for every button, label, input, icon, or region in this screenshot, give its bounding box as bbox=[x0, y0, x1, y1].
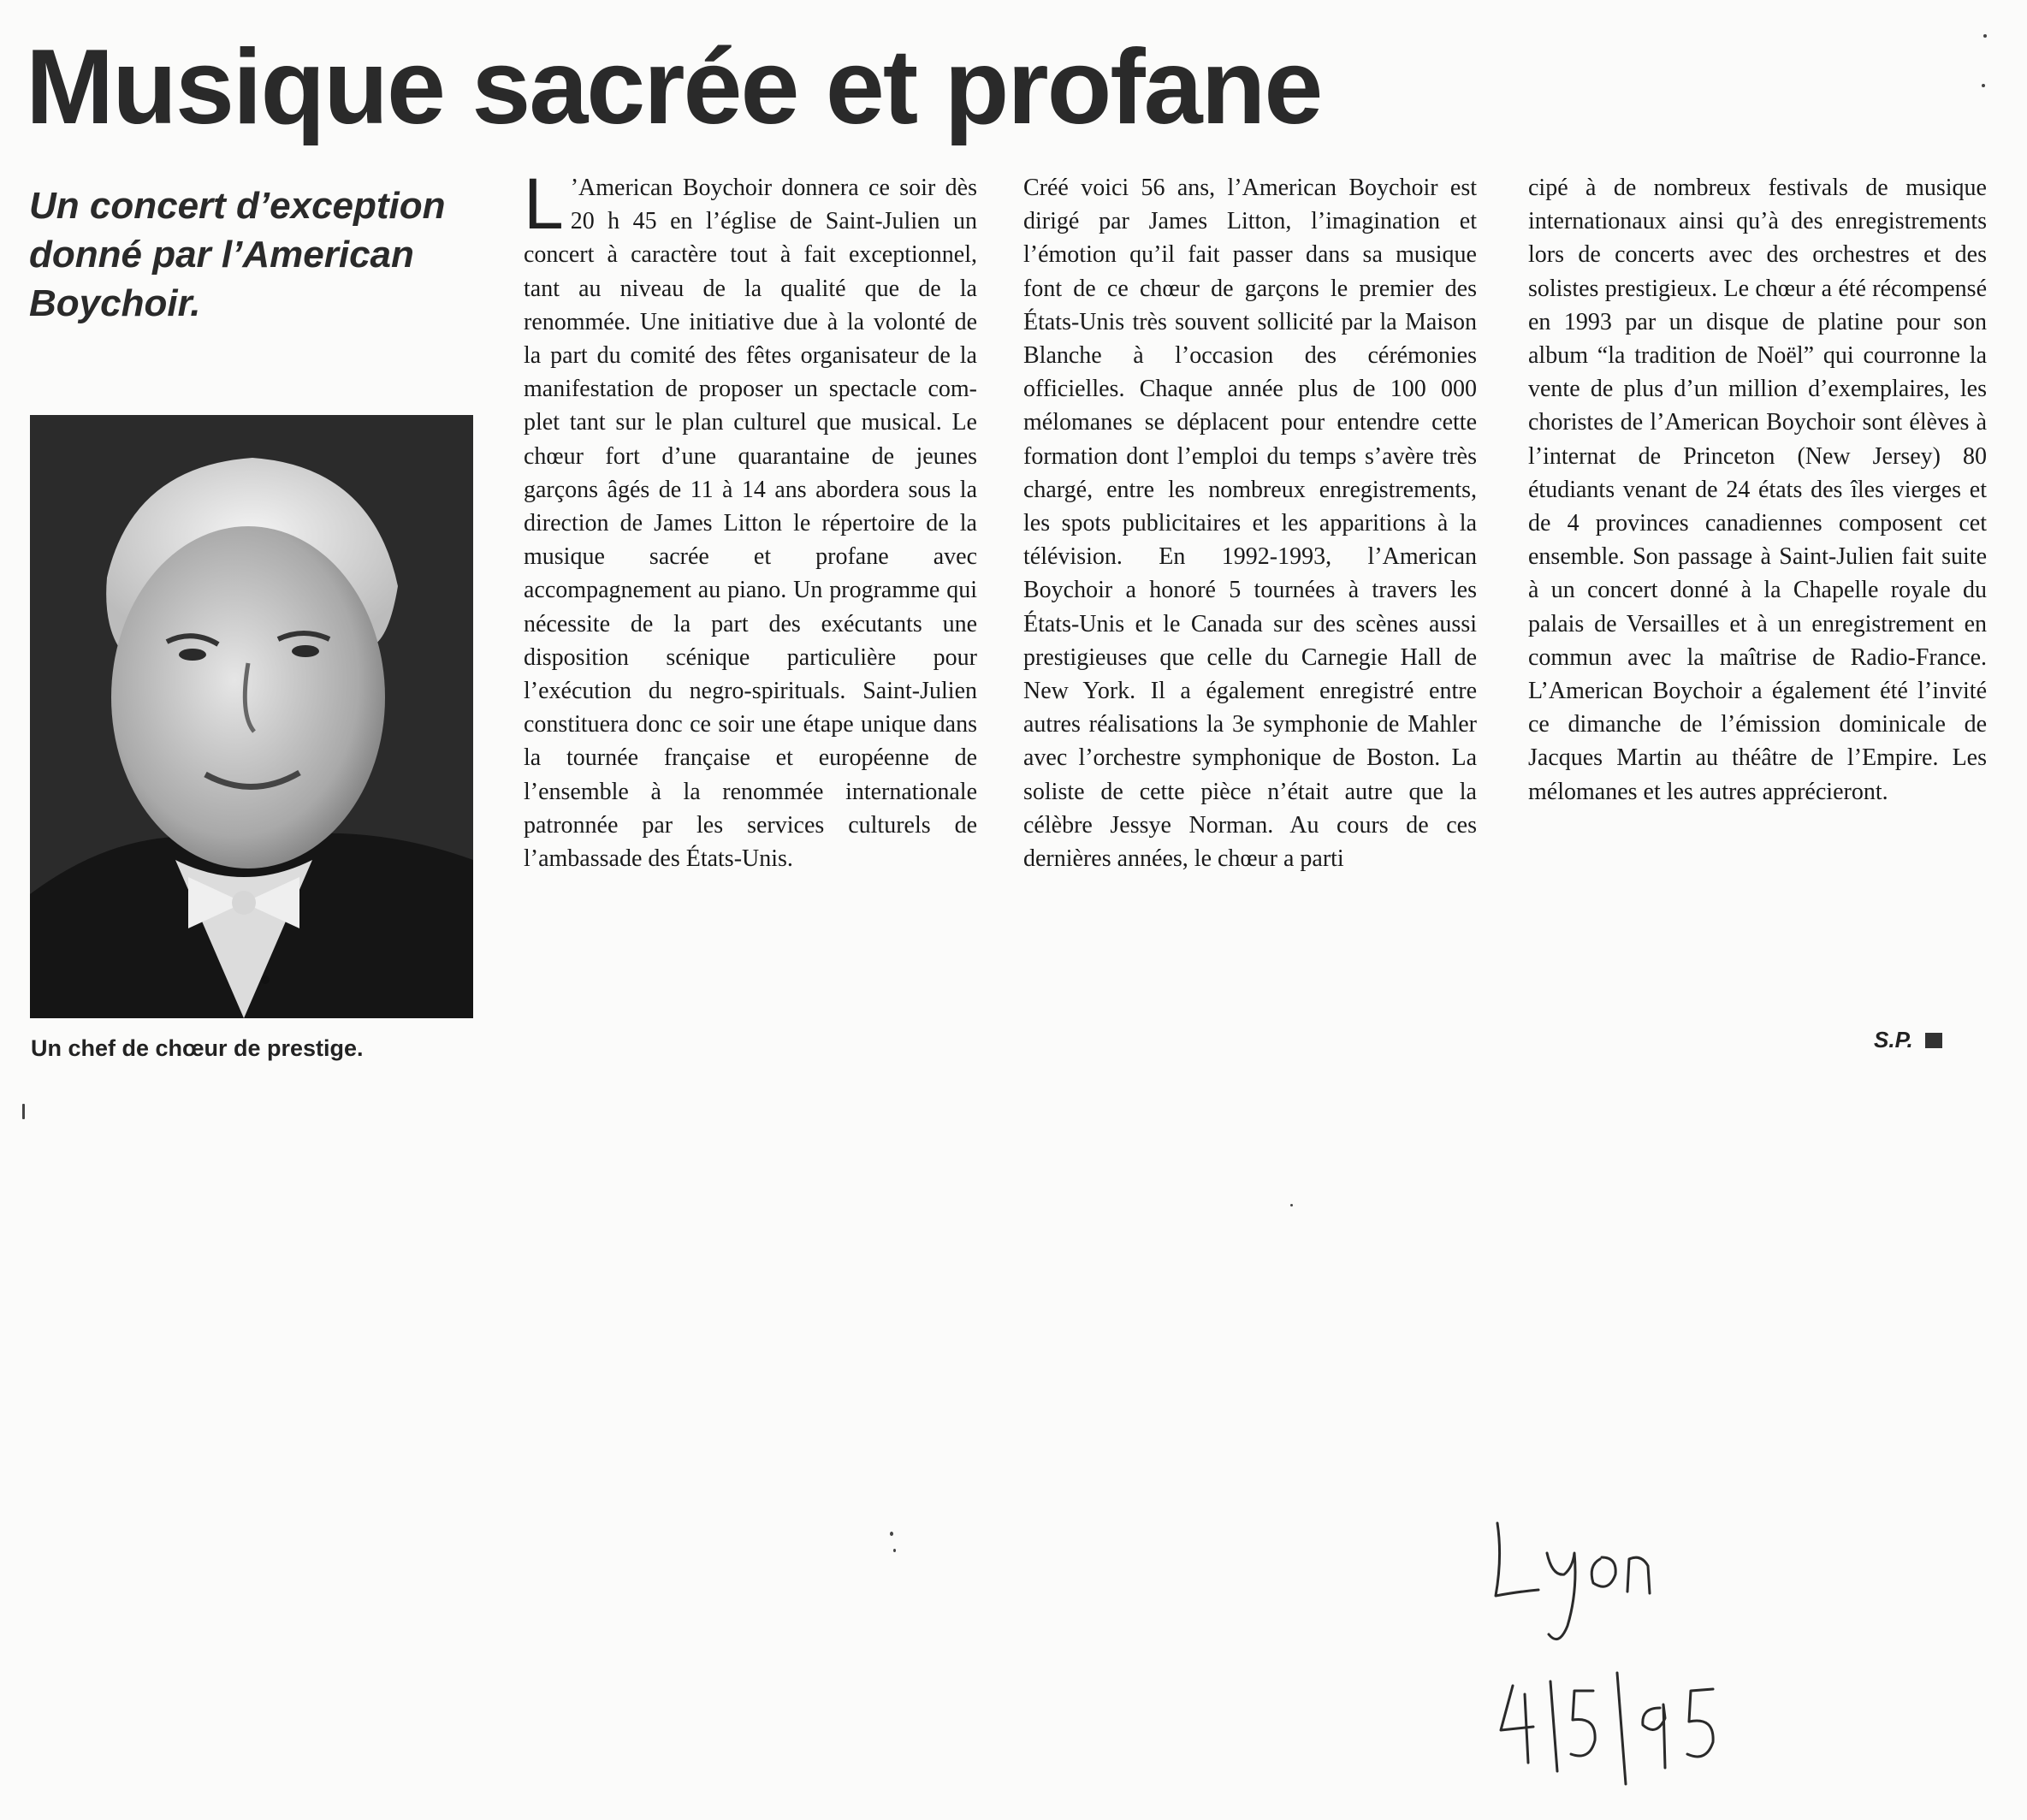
article-column-1 bbox=[524, 163, 977, 875]
scan-speck bbox=[890, 1532, 893, 1536]
column-2-text: Créé voici 56 ans, l’American Boychoir est dirigé par James Litton, l’imagination et l’émotion qu’il fait passer dans sa musique font de ce chœur de garçons le premier des États-Unis très souvent sollicité par la Maison Blanche à l’occasion des cérémonies officielles. Chaque année plus de 100 000 mélomanes se déplacent pour entendre cette formation dont l’emploi du temps s’avère très chargé, entre les nombreux enregistrements, les spots publicitaires et les apparitions à la télévision. En 1992-1993, l’American Boychoir a honoré 5 tournées à travers les États-Unis et le Canada sur des scènes aussi prestigieuses que celle du Carnegie Hall de New York. Il a également enregistré entre autres réalisations la 3e symphonie de Mahler avec l’orchestre symphonique de Boston. La soliste de cette pièce n’était autre que la célèbre Jessye Norman. Au cours de ces dernières années, le chœur a parti bbox=[1023, 175, 1477, 873]
scan-speck bbox=[1983, 34, 1987, 38]
handwritten-annotation bbox=[1489, 1506, 1771, 1788]
article-column-3 bbox=[1528, 171, 1987, 809]
article-column-2 bbox=[1023, 171, 1477, 875]
scan-speck bbox=[22, 1104, 25, 1119]
scan-speck bbox=[1290, 1204, 1293, 1206]
subheadline: Un concert d’exception donné par l’American Boychoir. bbox=[29, 185, 446, 324]
handwritten-place bbox=[1496, 1523, 1650, 1639]
column-1-text: ’American Boychoir donnera ce soir dès 20 h 45 en l’église de Saint-Julien un concert à caractère tout à fait exceptionnel, tant au niveau de la qualité que de la renommée. Une initiative due à la volonté de la part du comité des fêtes organisateur de la manifestation de proposer un spectacle complet tant sur le plan culturel que musical. Le chœur fort d’une quarantaine de jeunes garçons âgés de 11 à 14 ans abordera sous la direction de James Litton le répertoire de la musique sacrée et profane avec accompagnement au piano. Un programme qui nécessite de la part des exécutants une disposition scénique particulière pour l’exécution du negro-spirituals. Saint-Julien constituera donc ce soir une étape unique dans la tournée française et européenne de l’ensemble à la renommée internationale patronnée par les services culturels de l’ambassade des États-Unis. bbox=[524, 175, 977, 873]
column-3-text: cipé à de nombreux festivals de musique internationaux ainsi qu’à des enregistrements lors de concerts avec des orchestres et des solistes prestigieux. Le chœur a été récompensé en 1993 par un disque de platine pour son album “la tradition de Noël” qui courronne la vente de plus d’un million d’exemplaires, les choristes de l’American Boychoir sont élèves à l’internat de Princeton (New Jersey) 80 étudiants venant de 24 états des îles vierges et de 4 provinces canadiennes composent cet ensemble. Son passage à Saint-Julien fait suite à un concert donné à la Chapelle royale du palais de Versailles et à un enregistrement en commun avec la maîtrise de Radio-France. L’American Boychoir a également été l’invité ce dimanche de l’émission dominicale de Jacques Martin au théâtre de l’Empire. Les mélomanes et les autres apprécieront. bbox=[1528, 175, 1987, 805]
drop-cap: L bbox=[524, 163, 564, 244]
author-initials: S.P. bbox=[1874, 1027, 1913, 1052]
author-signature bbox=[1874, 1027, 1942, 1053]
scan-speck bbox=[893, 1549, 896, 1552]
headline: Musique sacrée et profane bbox=[26, 28, 1322, 146]
portrait-photo bbox=[30, 415, 473, 1018]
scan-speck bbox=[1982, 84, 1985, 87]
handwritten-date bbox=[1501, 1673, 1713, 1784]
photo-caption: Un chef de chœur de prestige. bbox=[31, 1035, 364, 1061]
end-mark-icon bbox=[1925, 1033, 1942, 1048]
